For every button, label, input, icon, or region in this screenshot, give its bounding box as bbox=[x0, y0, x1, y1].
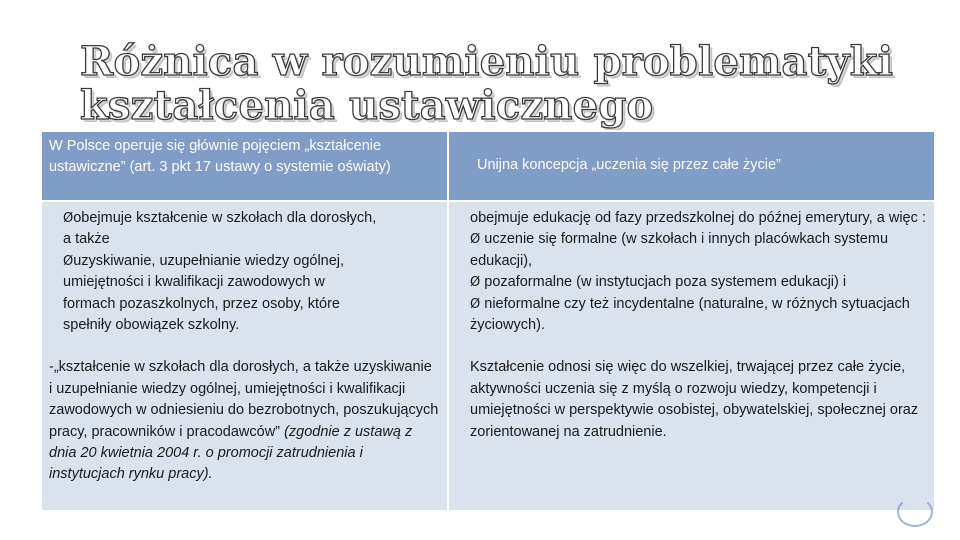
arrow-bullet-icon: Ø bbox=[470, 232, 481, 248]
slide-number-badge-icon bbox=[897, 497, 933, 527]
list-item: Øobejmuje kształcenie w szkołach dla dorosłych, bbox=[63, 210, 377, 226]
definition-paragraph bbox=[49, 357, 439, 485]
list-item-continuation: a także bbox=[63, 231, 110, 248]
list-item-continuation: formach pozaszkolnych, przez osoby, które bbox=[63, 295, 340, 312]
slide-title-line-1: Różnica w rozumieniu problematyki bbox=[80, 38, 894, 85]
table-header-row bbox=[41, 131, 935, 201]
header-cell-eu: Unijna koncepcja „uczenia się przez całe życie” bbox=[448, 131, 935, 201]
eu-intro: obejmuje edukację od fazy przedszkolnej do późnej emerytury, a więc : bbox=[470, 210, 926, 226]
list-item-continuation: umiejętności i kwalifikacji zawodowych w bbox=[63, 274, 325, 291]
definition-source: (zgodnie z ustawą z dnia 20 kwietnia 2004 r. o promocji zatrudnienia i instytucjach rynku pracy). bbox=[49, 423, 413, 483]
list-item: Ø uczenie się formalne (w szkołach i innych placówkach systemu edukacji), bbox=[470, 231, 889, 269]
list-item: Øuzyskiwanie, uzupełnianie wiedzy ogólnej, bbox=[63, 252, 345, 269]
list-item: Ø pozaformalne (w instytucjach poza systemem edukacji) i bbox=[470, 274, 847, 291]
comparison-table bbox=[40, 130, 934, 512]
slide-title bbox=[80, 40, 940, 128]
body-cell-poland bbox=[41, 201, 448, 511]
arrow-bullet-icon: Ø bbox=[63, 253, 74, 269]
body-cell-eu bbox=[448, 201, 935, 511]
table-row bbox=[41, 201, 935, 511]
header-cell-poland: W Polsce operuje się głównie pojęciem „kształcenie ustawiczne” (art. 3 pkt 17 ustawy o systemie oświaty) bbox=[41, 131, 448, 201]
arrow-bullet-icon: Ø bbox=[470, 275, 481, 291]
list-item: Ø nieformalne czy też incydentalne (naturalne, w różnych sytuacjach życiowych). bbox=[470, 295, 910, 334]
eu-summary-text: Kształcenie odnosi się więc do wszelkiej, trwającej przez całe życie, aktywności uczenia się z myślą o rozwoju wiedzy, kompetencji i umiejętności w perspektywie osobistej, obywatelskiej, społecznej oraz zorientowanej na zatrudnienie. bbox=[470, 359, 919, 440]
arrow-bullet-icon: Ø bbox=[63, 211, 74, 226]
list-item-continuation: spełniły obowiązek szkolny. bbox=[63, 317, 240, 334]
definition-text: -„kształcenie w szkołach dla dorosłych, a także uzyskiwanie i uzupełnianie wiedzy ogólnej, umiejętności i kwalifikacji zawodowych w odniesieniu do bezrobotnych, poszukujących pracy, pracowników i pracodawców” bbox=[49, 359, 439, 440]
arrow-bullet-icon: Ø bbox=[470, 296, 481, 312]
eu-scope-list bbox=[470, 208, 926, 336]
eu-summary-paragraph bbox=[470, 357, 926, 443]
bullet-list bbox=[63, 208, 439, 336]
slide-title-line-2: kształcenia ustawicznego bbox=[80, 82, 654, 129]
